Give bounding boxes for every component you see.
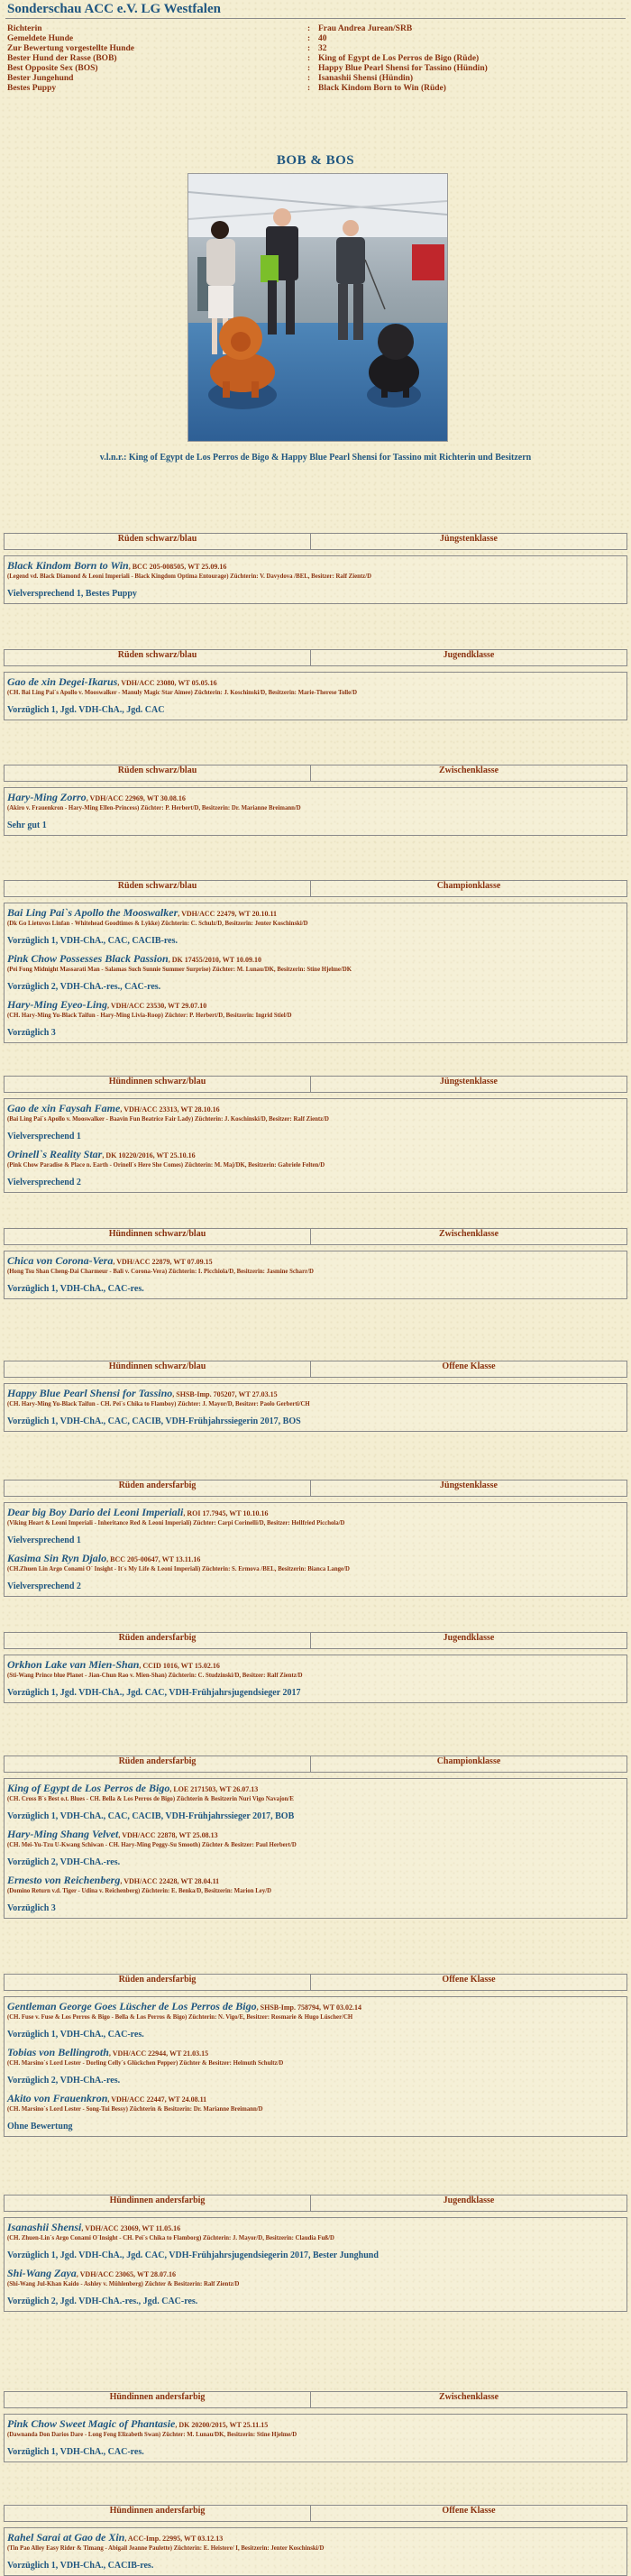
dog-line — [7, 998, 623, 1012]
dog-entry — [7, 2221, 623, 2261]
class-section — [4, 1632, 627, 1703]
dog-name: Gao de xin Degei-Ikarus — [7, 675, 118, 688]
registration: , VDH/ACC 22428, WT 28.04.11 — [120, 1877, 220, 1885]
pedigree: (CH. Mei-Yu-Tzu U-Kwang Schiwan - CH. Hary-Ming Peggy-Su Smooth) Züchter & Besitzer: Paul Herbert/D — [7, 1842, 297, 1848]
dog-name: Hary-Ming Shang Velvet — [7, 1828, 119, 1840]
result: Vielversprechend 1 — [7, 1536, 81, 1545]
pedigree: (CH. Marsino`s Lord Lester - Song-Tui Bessy) Züchterin & Besitzerin: Dr. Marianne Breimann/D — [7, 2106, 263, 2113]
result: Vorzüglich 2, Jgd. VDH-ChA.-res., Jgd. CAC-res. — [7, 2296, 198, 2306]
entries-box — [4, 2217, 627, 2312]
dog-name: Happy Blue Pearl Shensi for Tassino — [7, 1387, 173, 1399]
registration: , VDH/ACC 23530, WT 29.07.10 — [107, 1002, 207, 1010]
class-label: Zwischenklasse — [438, 1229, 499, 1239]
winners-photo — [187, 173, 448, 442]
pedigree: (Legend vd. Black Diamond & Leoni Imperiali - Black Kingdom Optima Entourage) Züchterin: V. Davydova /BEL, Besitzer: Ralf Zientz/D — [7, 573, 371, 580]
group-label: Rüden andersfarbig — [5, 1633, 311, 1648]
dog-name: Akito von Frauenkron — [7, 2092, 108, 2104]
summary-row: Gemeldete Hunde : 40 — [7, 34, 327, 43]
registration: , DK 17455/2010, WT 10.09.10 — [168, 956, 261, 964]
dog-line — [7, 906, 623, 920]
dog-name: Black Kindom Born to Win — [7, 559, 129, 572]
dog-name: Pink Chow Sweet Magic of Phantasie — [7, 2417, 176, 2430]
class-header — [4, 533, 627, 550]
dog-line — [7, 2221, 623, 2234]
class-label: Jüngstenklasse — [440, 1077, 498, 1086]
summary-row: Bester Jungehund : Isanashii Shensi (Hündin) — [7, 74, 414, 83]
dog-entry — [7, 1874, 623, 1914]
pedigree: (Domino Return v.d. Tiger - Udina v. Reichenberg) Züchterin: E. Benka/D, Besitzerin: Marion Ley/D — [7, 1888, 272, 1894]
group-label: Rüden schwarz/blau — [5, 650, 311, 665]
dog-entry — [7, 2417, 623, 2458]
dog-name: Rahel Sarai at Gao de Xin — [7, 2531, 125, 2544]
result: Vorzüglich 1, VDH-ChA., CACIB-res. — [7, 2561, 154, 2571]
class-label: Offene Klasse — [442, 2506, 496, 2516]
entries-box — [4, 1098, 627, 1193]
result: Vielversprechend 1 — [7, 1132, 81, 1141]
class-header — [4, 2505, 627, 2522]
dog-name: Chica von Corona-Vera — [7, 1254, 114, 1267]
dog-entry — [7, 1506, 623, 1546]
dog-entry — [7, 1387, 623, 1427]
group-label: Rüden schwarz/blau — [5, 534, 311, 549]
class-section — [4, 533, 627, 604]
class-header — [4, 2195, 627, 2212]
class-section — [4, 1361, 627, 1432]
class-header — [4, 1974, 627, 1991]
dog-line — [7, 675, 623, 689]
result: Vorzüglich 2, VDH-ChA.-res. — [7, 1857, 121, 1867]
result: Vorzüglich 2, VDH-ChA.-res. — [7, 2076, 121, 2086]
photo-caption: v.l.n.r.: King of Egypt de Los Perros de Bigo & Happy Blue Pearl Shensi for Tassino mit Richterin und Besitzern — [99, 453, 532, 463]
dog-name: Tobias von Bellingroth — [7, 2046, 109, 2058]
registration: , VDH/ACC 22878, WT 25.08.13 — [118, 1831, 218, 1839]
result: Vorzüglich 1, Jgd. VDH-ChA., Jgd. CAC, VDH-Frühjahrsjugendsieger 2017 — [7, 1688, 301, 1698]
registration: , ROI 17.7945, WT 10.10.16 — [183, 1509, 269, 1517]
registration: , VDH/ACC 23065, WT 28.07.16 — [76, 2270, 177, 2278]
dog-line — [7, 1254, 623, 1268]
class-header — [4, 1361, 627, 1378]
pedigree: (CH. Cross B`s Best o.t. Blues - CH. Bella & Los Perros de Bigo) Züchterin & Besitzerin Nuri Vigo Navajon/E — [7, 1796, 294, 1802]
summary-row: Richterin : Frau Andrea Jurean/SRB — [7, 24, 413, 33]
dog-name: Ernesto von Reichenberg — [7, 1874, 121, 1886]
result: Ohne Bewertung — [7, 2122, 73, 2131]
pedigree: (CH. Fuse v. Fuse & Los Perros & Bigo - Bella & Los Perros & Bigo) Züchterin: N. Vigo/E, Besitzer: Rosmarie & Hugo Lüscher/CH — [7, 2014, 353, 2021]
pedigree: (Shi-Wang Jul-Khan Kaido - Ashley v. Mühlenberg) Züchter & Besitzerin: Ralf Zientz/D — [7, 2281, 240, 2287]
group-label: Rüden andersfarbig — [5, 1756, 311, 1772]
pedigree: (Sti-Wang Prince blue Planet - Jian-Chun Rao v. Mien-Shan) Züchterin: C. Studzinski/D, Besitzer: Ralf Zientz/D — [7, 1673, 303, 1679]
summary-row: Bestes Puppy : Black Kindom Born to Win (Rüde) — [7, 84, 446, 93]
dog-line — [7, 2531, 623, 2544]
dog-name: Hary-Ming Zorro — [7, 791, 87, 803]
summary-row: Zur Bewertung vorgestellte Hunde : 32 — [7, 44, 327, 53]
dog-line — [7, 791, 623, 804]
registration: , VDH/ACC 23080, WT 05.05.16 — [117, 679, 217, 687]
entries-box — [4, 903, 627, 1043]
class-section — [4, 765, 627, 836]
result: Vorzüglich 1, VDH-ChA., CAC, CACIB, VDH-Frühjahrssieger 2017, BOB — [7, 1811, 295, 1821]
pedigree: (Bai Ling Pai`s Apollo v. Mooswalker - Baavin Fun Beatrice Fair Lady) Züchterin: J. Koschinski/D, Besitzer: Ralf Zientz/D — [7, 1116, 329, 1123]
registration: , LOE 2171503, WT 26.07.13 — [169, 1785, 259, 1793]
dog-entry — [7, 906, 623, 947]
class-section — [4, 649, 627, 720]
pedigree: (CH. Hary-Ming Yu-Black Taifun - CH. Pei`s Chika to Flamboy) Züchter: J. Mayor/D, Besitzer: Paolo Gerberti/CH — [7, 1401, 310, 1407]
group-label: Rüden andersfarbig — [5, 1975, 311, 1990]
dog-line — [7, 559, 623, 573]
class-section — [4, 2195, 627, 2312]
registration: , VDH/ACC 22479, WT 20.10.11 — [178, 910, 278, 918]
summary-row: Best Opposite Sex (BOS) : Happy Blue Pearl Shensi for Tassino (Hündin) — [7, 64, 488, 73]
dog-name: Dear big Boy Dario dei Leoni Imperiali — [7, 1506, 184, 1518]
result: Sehr gut 1 — [7, 820, 47, 830]
dog-entry — [7, 1552, 623, 1592]
class-label: Jugendklasse — [443, 650, 495, 660]
pedigree: (Dk Go Lietuvos Linfan - Whitehead Goodtimes & Lykke) Züchterin: C. Schulz/D, Besitzerin: Jenter Koschinski/D — [7, 921, 308, 927]
dog-line — [7, 1782, 623, 1795]
dog-name: Kasima Sin Ryn Djalo — [7, 1552, 107, 1564]
result: Vorzüglich 1, VDH-ChA., CAC-res. — [7, 1284, 144, 1294]
registration: , CCID 1016, WT 15.02.16 — [139, 1662, 220, 1670]
result: Vorzüglich 1, VDH-ChA., CAC, CACIB, VDH-Frühjahrssiegerin 2017, BOS — [7, 1416, 301, 1426]
dog-line — [7, 1552, 623, 1565]
class-label: Offene Klasse — [442, 1975, 496, 1985]
registration: , VDH/ACC 22969, WT 30.08.16 — [86, 794, 186, 802]
entries-box — [4, 672, 627, 720]
dog-name: Isanashii Shensi — [7, 2221, 82, 2233]
group-label: Hündinnen schwarz/blau — [5, 1361, 311, 1377]
registration: , VDH/ACC 23313, WT 28.10.16 — [120, 1105, 220, 1114]
dog-line — [7, 2046, 623, 2059]
pedigree: (CH. Hary-Ming Yu-Black Taifun - Hary-Ming Livia-Roop) Züchter: P. Herbert/D, Besitzerin: Ingrid Stiel/D — [7, 1013, 292, 1019]
group-label: Rüden schwarz/blau — [5, 765, 311, 781]
dog-name: Hary-Ming Eyeo-Ling — [7, 998, 107, 1011]
dog-entry — [7, 998, 623, 1039]
dog-line — [7, 2000, 623, 2013]
class-section — [4, 880, 627, 1043]
class-section — [4, 1076, 627, 1193]
registration: , VDH/ACC 22879, WT 07.09.15 — [113, 1258, 213, 1266]
group-label: Hündinnen andersfarbig — [5, 2506, 311, 2521]
pedigree: (Tin Pao Alley Easy Rider & Timang - Abigail Jeanne Paulette) Züchterin: E. Heistere/ I, Besitzerin: Jenter Koschinski/D — [7, 2545, 325, 2552]
summary-row: Bester Hund der Rasse (BOB) : King of Egypt de Los Perros de Bigo (Rüde) — [7, 54, 480, 63]
registration: , SHSB-Imp. 758794, WT 03.02.14 — [256, 2003, 362, 2012]
entries-box — [4, 555, 627, 604]
dog-name: King of Egypt de Los Perros de Bigo — [7, 1782, 170, 1794]
class-header — [4, 1756, 627, 1773]
class-header — [4, 2391, 627, 2408]
class-label: Zwischenklasse — [438, 765, 499, 775]
entries-box — [4, 1655, 627, 1703]
group-label: Rüden schwarz/blau — [5, 881, 311, 896]
dog-line — [7, 1148, 623, 1161]
registration: , DK 10220/2016, WT 25.10.16 — [102, 1151, 196, 1160]
class-label: Championklasse — [436, 1756, 501, 1766]
dog-line — [7, 1506, 623, 1519]
class-section — [4, 1756, 627, 1919]
dog-entry — [7, 559, 623, 600]
class-label: Jugendklasse — [443, 2196, 495, 2205]
class-section — [4, 2391, 627, 2462]
class-label: Championklasse — [436, 881, 501, 891]
dog-line — [7, 2267, 623, 2280]
group-label: Hündinnen schwarz/blau — [5, 1077, 311, 1092]
class-section — [4, 2505, 627, 2576]
class-section — [4, 1974, 627, 2137]
group-label: Hündinnen andersfarbig — [5, 2392, 311, 2407]
result: Vorzüglich 1, Jgd. VDH-ChA., Jgd. CAC — [7, 705, 165, 715]
entries-box — [4, 1996, 627, 2137]
entries-box — [4, 1251, 627, 1299]
class-header — [4, 1632, 627, 1649]
result: Vielversprechend 2 — [7, 1178, 81, 1187]
class-label: Jugendklasse — [443, 1633, 495, 1643]
registration: , VDH/ACC 22944, WT 21.03.15 — [108, 2049, 209, 2058]
entries-box — [4, 1502, 627, 1597]
dog-line — [7, 2417, 623, 2431]
entries-box — [4, 1383, 627, 1432]
entries-box — [4, 1778, 627, 1919]
bob-bos-heading: BOB & BOS — [276, 153, 355, 168]
entries-box — [4, 2414, 627, 2462]
dog-entry — [7, 952, 623, 993]
pedigree: (Akiro v. Frauenkron - Hary-Ming Ellen-Princess) Züchter: P. Herbert/D, Besitzerin: Dr. Marianne Breimann/D — [7, 805, 301, 811]
dog-entry — [7, 2000, 623, 2040]
result: Vielversprechend 1, Bestes Puppy — [7, 589, 137, 599]
pedigree: (Hong Tsu Shan Cheng-Dai Charmeur - Bali v. Corona-Vera) Züchterin: I. Picchiola/D, Besitzerin: Jasmine Scharr/D — [7, 1269, 314, 1275]
dog-entry — [7, 2531, 623, 2571]
registration: , VDH/ACC 23069, WT 11.05.16 — [81, 2224, 181, 2232]
show-summary — [7, 24, 548, 94]
class-label: Offene Klasse — [442, 1361, 496, 1371]
dog-entry — [7, 2092, 623, 2132]
dog-entry — [7, 2046, 623, 2086]
dog-line — [7, 1828, 623, 1841]
dog-entry — [7, 791, 623, 831]
result: Vorzüglich 3 — [7, 1028, 56, 1038]
dog-line — [7, 1387, 623, 1400]
dog-line — [7, 952, 623, 966]
dog-line — [7, 2092, 623, 2105]
class-header — [4, 880, 627, 897]
dog-name: Pink Chow Possesses Black Passion — [7, 952, 169, 965]
class-section — [4, 1480, 627, 1597]
dog-entry — [7, 1828, 623, 1868]
class-header — [4, 765, 627, 782]
class-header — [4, 649, 627, 666]
pedigree: (CH. Bai Ling Pai`s Apollo v. Mooswalker - Manuly Magic Star Aimee) Züchterin: J. Koschinski/D, Besitzerin: Marie-Therese Tolle/D — [7, 690, 357, 696]
dog-entry — [7, 675, 623, 716]
entries-box — [4, 787, 627, 836]
class-label: Zwischenklasse — [438, 2392, 499, 2402]
result: Vorzüglich 1, Jgd. VDH-ChA., Jgd. CAC, VDH-Frühjahrsjugendsiegerin 2017, Bester Junghund — [7, 2251, 379, 2260]
title-divider — [5, 18, 626, 19]
dog-entry — [7, 1102, 623, 1142]
result: Vorzüglich 3 — [7, 1903, 56, 1913]
class-label: Jüngstenklasse — [440, 534, 498, 544]
registration: , BCC 205-00647, WT 13.11.16 — [106, 1555, 201, 1563]
registration: , DK 20200/2015, WT 25.11.15 — [175, 2421, 269, 2429]
dog-line — [7, 1102, 623, 1115]
dog-entry — [7, 1782, 623, 1822]
dog-name: Gentleman George Goes Lüscher de Los Perros de Bigo — [7, 2000, 257, 2012]
registration: , SHSB-Imp. 705207, WT 27.03.15 — [172, 1390, 278, 1398]
group-label: Hündinnen andersfarbig — [5, 2196, 311, 2211]
dog-entry — [7, 1148, 623, 1188]
result: Vorzüglich 1, VDH-ChA., CAC-res. — [7, 2030, 144, 2040]
dog-entry — [7, 2267, 623, 2307]
group-label: Rüden andersfarbig — [5, 1481, 311, 1496]
registration: , BCC 205-008505, WT 25.09.16 — [128, 563, 227, 571]
class-header — [4, 1228, 627, 1245]
group-label: Hündinnen schwarz/blau — [5, 1229, 311, 1244]
class-label: Jüngstenklasse — [440, 1481, 498, 1490]
dog-entry — [7, 1658, 623, 1699]
page-title: Sonderschau ACC e.V. LG Westfalen — [7, 2, 221, 16]
registration: , VDH/ACC 22447, WT 24.08.11 — [107, 2095, 207, 2104]
pedigree: (CH. Marsino`s Lord Lester - Dorling Celly`s Glückchen Pepper) Züchter & Besitzer: Helmuth Schultz/D — [7, 2060, 284, 2067]
dog-name: Bai Ling Pai`s Apollo the Mooswalker — [7, 906, 178, 919]
pedigree: (Viking Heart & Leoni Imperiali - Inheritance Red & Leoni Imperiali) Züchter: Carpi Corinelli/D, Besitzer: Hellfried Picchola/D — [7, 1520, 345, 1526]
class-header — [4, 1480, 627, 1497]
pedigree: (CH.Zhuen Lin Argo Conami O` Insight - It`s My Life & Leoni Imperiali) Züchterin: S. Ermova /BEL, Besitzerin: Bianca Lange/D — [7, 1566, 350, 1572]
result: Vorzüglich 1, VDH-ChA., CAC, CACIB-res. — [7, 936, 178, 946]
entries-box — [4, 2527, 627, 2576]
class-header — [4, 1076, 627, 1093]
dog-line — [7, 1874, 623, 1887]
dog-name: Shi-Wang Zaya — [7, 2267, 77, 2279]
dog-name: Gao de xin Faysah Fame — [7, 1102, 121, 1114]
dog-entry — [7, 1254, 623, 1295]
result: Vorzüglich 1, VDH-ChA., CAC-res. — [7, 2447, 144, 2457]
pedigree: (Pei Fong Midnight Massarati Man - Salamas Such Sunnie Summer Surprise) Züchter: M. Lunau/DK, Besitzerin: Stine Hjelme/DK — [7, 967, 352, 973]
registration: , ACC-Imp. 22995, WT 03.12.13 — [124, 2535, 224, 2543]
pedigree: (CH. Zhuen-Lin`s Argo Conami O`Insight - CH. Pei`s Chika to Flamborg) Züchterin: J. Mayor/D, Besitzerin: Claudia Fuß/D — [7, 2235, 334, 2241]
result: Vorzüglich 2, VDH-ChA.-res., CAC-res. — [7, 982, 161, 992]
pedigree: (Dawnanda Don Darios Dare - Long Feng Elizabeth Swan) Züchter: M. Lunau/DK, Besitzerin: Stine Hjelme/D — [7, 2432, 297, 2438]
dog-line — [7, 1658, 623, 1672]
result: Vielversprechend 2 — [7, 1581, 81, 1591]
dog-name: Orkhon Lake van Mien-Shan — [7, 1658, 140, 1671]
class-section — [4, 1228, 627, 1299]
dog-name: Orinell`s Reality Star — [7, 1148, 103, 1160]
pedigree: (Pink Chow Paradise & Place n. Earth - Orinell`s Here She Comes) Züchterin: M. Maj/DK, Besitzerin: Gabriele Felten/D — [7, 1162, 325, 1169]
